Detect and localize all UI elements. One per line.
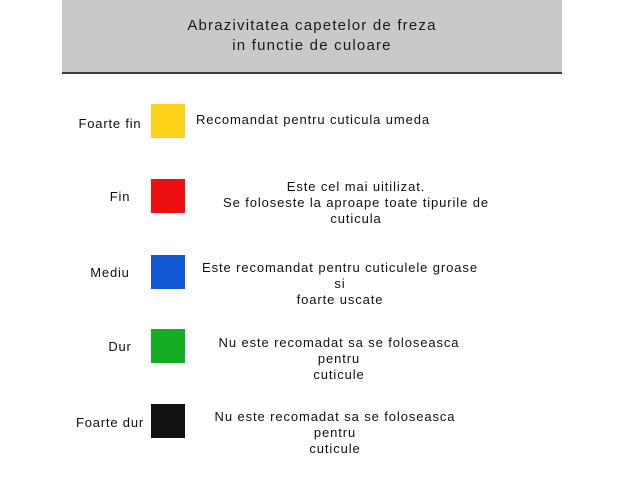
grade-label: Fin [109,189,131,204]
grade-label: Foarte dur [76,415,144,430]
color-swatch-blue [151,255,185,289]
color-swatch-red [151,179,185,213]
title-line-1: Abrazivitatea capetelor de freza [187,17,437,34]
description-line: Este recomandat pentru cuticulele groase si [202,260,478,291]
description-line: Se foloseste la aproape toate tipurile de cuticula [223,195,489,226]
grade-label: Dur [108,339,132,354]
grade-row-foarte-dur [0,404,625,456]
grade-description [196,112,430,128]
grade-row-foarte-fin [0,104,625,140]
grade-description [196,260,484,308]
description-line: Este cel mai uitilizat. [286,179,426,194]
color-swatch-black [151,404,185,438]
grade-row-mediu [0,255,625,307]
grade-label: Mediu [90,265,130,280]
grade-description [196,335,482,383]
description-line: Nu este recomadat sa se foloseasca pentru [214,409,456,440]
description-line: Recomandat pentru cuticula umeda [196,112,431,127]
description-line: cuticule [313,367,365,382]
grade-row-fin [0,179,625,226]
color-swatch-green [151,329,185,363]
description-line: foarte uscate [296,292,384,307]
header-banner [62,0,562,74]
description-line: cuticule [309,441,361,456]
grade-row-dur [0,329,625,382]
grade-description [196,179,516,227]
page-title [62,16,562,56]
description-line: Nu este recomadat sa se foloseasca pentru [218,335,460,366]
title-line-2: in functie de culoare [232,37,392,54]
color-swatch-yellow [151,104,185,138]
grade-label: Foarte fin [78,116,142,131]
grade-description [192,409,478,457]
